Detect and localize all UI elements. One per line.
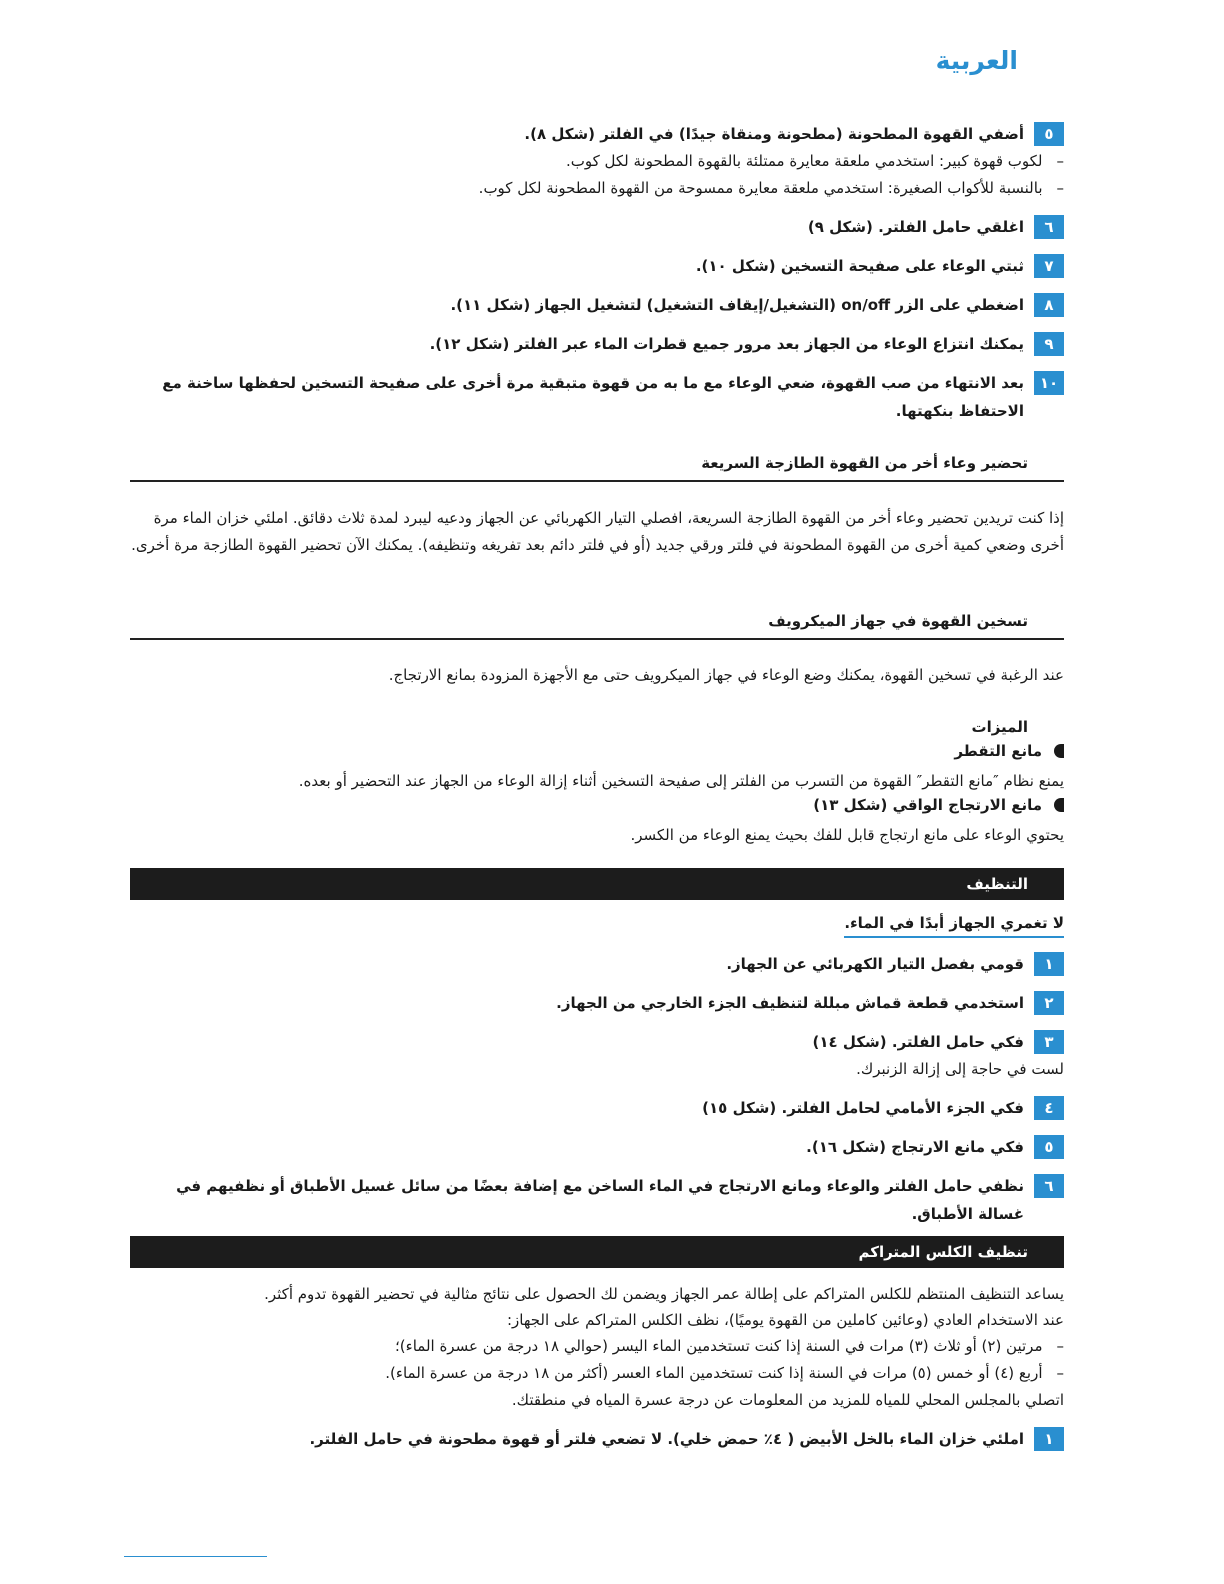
step-number: ١٠ [1034, 371, 1064, 395]
step-text: املئي خزان الماء بالخل الأبيض ( ٤٪ حمض خلي). لا تضعي فلتر أو قهوة مطحونة في حامل الفلتر. [309, 1430, 1024, 1448]
step-5 [130, 122, 1064, 148]
step-10 [130, 371, 1064, 425]
bullet-icon [1054, 798, 1064, 812]
descaling-step-1 [130, 1427, 1064, 1453]
step-number: ١ [1034, 1427, 1064, 1451]
step-number: ٨ [1034, 293, 1064, 317]
feature-title: مانع التقطر [954, 742, 1042, 760]
step-number: ٣ [1034, 1030, 1064, 1054]
section-heading-fresh: تحضير وعاء أخر من القهوة الطازجة السريعة [130, 454, 1064, 482]
step-number: ٥ [1034, 1135, 1064, 1159]
step-text: استخدمي قطعة قماش مبللة لتنظيف الجزء الخارجي من الجهاز. [556, 994, 1024, 1012]
step-text: فكي حامل الفلتر. (شكل ١٤) [812, 1033, 1024, 1051]
fresh-body: إذا كنت تريدين تحضير وعاء أخر من القهوة الطازجة السريعة، افصلي التيار الكهربائي عن الجهاز ودعيه ليبرد لمدة ثلاث دقائق. املئي خزان الماء مرة أخرى وضعي كمية أخرى من القهوة المطحونة في فلتر ورقي جديد (أو في فلتر دائم بعد تفريغه وتنظيفه). يمكنك الآن تحضير القهوة الطازجة مرة أخرى. [131, 509, 1064, 554]
step-number: ٩ [1034, 332, 1064, 356]
cleaning-step-2 [130, 991, 1064, 1017]
step-text: قومي بفصل التيار الكهربائي عن الجهاز. [726, 955, 1024, 973]
microwave-body: عند الرغبة في تسخين القهوة، يمكنك وضع الوعاء في جهاز الميكرويف حتى مع الأجهزة المزودة بمانع الارتجاج. [388, 666, 1064, 684]
bullet-icon [1054, 744, 1064, 758]
step-text: اغلقي حامل الفلتر. (شكل ٩) [807, 218, 1024, 236]
features-heading: الميزات [971, 718, 1028, 736]
language-title: العربية [935, 46, 1018, 75]
descaling-note: اتصلي بالمجلس المحلي للمياه للمزيد من المعلومات عن درجة عسرة المياه في منطقتك. [511, 1391, 1064, 1409]
footer-divider [124, 1556, 267, 1557]
list-item: – مرتين (٢) أو ثلاث (٣) مرات في السنة إذا كنت تستخدمين الماء اليسر (حوالي ١٨ درجة من عسرة الماء)؛ [130, 1333, 1064, 1360]
list-item: – أربع (٤) أو خمس (٥) مرات في السنة إذا كنت تستخدمين الماء العسر (أكثر من ١٨ درجة من عسرة الماء). [130, 1360, 1064, 1387]
step-number: ٦ [1034, 215, 1064, 239]
step-text: أضفي القهوة المطحونة (مطحونة ومنقاة جيدًا) في الفلتر (شكل ٨). [524, 125, 1024, 143]
step-text: فكي مانع الارتجاج (شكل ١٦). [806, 1138, 1024, 1156]
step-9 [130, 332, 1064, 358]
step-text: يمكنك انتزاع الوعاء من الجهاز بعد مرور جميع قطرات الماء عبر الفلتر (شكل ١٢). [429, 335, 1024, 353]
step-text: اضغطي على الزر on/off (التشغيل/إيقاف التشغيل) لتشغيل الجهاز (شكل ١١). [450, 296, 1024, 314]
step-8 [130, 293, 1064, 319]
cleaning-step-6 [130, 1174, 1064, 1228]
cleaning-step-3 [130, 1030, 1064, 1056]
step-5-notes [130, 148, 1064, 202]
step-number: ٤ [1034, 1096, 1064, 1120]
feature-title: مانع الارتجاج الواقي (شكل ١٣) [813, 796, 1042, 814]
section-heading-microwave: تسخين القهوة في جهاز الميكرويف [130, 612, 1064, 640]
step-number: ٦ [1034, 1174, 1064, 1198]
list-item: – لكوب قهوة كبير: استخدمي ملعقة معايرة ممتلئة بالقهوة المطحونة لكل كوب. [130, 148, 1064, 175]
step-number: ١ [1034, 952, 1064, 976]
step-text: نظفي حامل الفلتر والوعاء ومانع الارتجاج في الماء الساخن مع إضافة بعضًا من سائل غسيل الأطباق أو نظفيهم في غسالة الأطباق. [176, 1177, 1024, 1223]
feature-desc: يمنع نظام ″مانع التقطر″ القهوة من التسرب من الفلتر إلى صفيحة التسخين أثناء إزالة الوعاء من الجهاز عند التحضير أو بعده. [298, 772, 1064, 790]
cleaning-step-1 [130, 952, 1064, 978]
list-item: – بالنسبة للأكواب الصغيرة: استخدمي ملعقة معايرة ممسوحة من القهوة المطحونة لكل كوب. [130, 175, 1064, 202]
section-heading-descaling: تنظيف الكلس المتراكم [130, 1236, 1064, 1268]
step-number: ٧ [1034, 254, 1064, 278]
step-text: بعد الانتهاء من صب القهوة، ضعي الوعاء مع ما به من قهوة متبقية مرة أخرى على صفيحة التسخين لحفظها ساخنة مع الاحتفاظ بنكهتها. [162, 374, 1024, 420]
step-6 [130, 215, 1064, 241]
cleaning-step-3-note: لست في حاجة إلى إزالة الزنبرك. [856, 1060, 1064, 1078]
cleaning-step-5 [130, 1135, 1064, 1161]
descaling-intro-2: عند الاستخدام العادي (وعائين كاملين من القهوة يوميًا)، نظف الكلس المتراكم على الجهاز: [506, 1311, 1064, 1329]
descaling-bullets [130, 1333, 1064, 1387]
step-number: ٢ [1034, 991, 1064, 1015]
step-text: ثبتي الوعاء على صفيحة التسخين (شكل ١٠). [695, 257, 1024, 275]
step-number: ٥ [1034, 122, 1064, 146]
cleaning-step-4 [130, 1096, 1064, 1122]
feature-shock-protector [130, 796, 1064, 814]
cleaning-warning: لا تغمري الجهاز أبدًا في الماء. [844, 914, 1064, 938]
step-7 [130, 254, 1064, 280]
feature-desc: يحتوي الوعاء على مانع ارتجاج قابل للفك بحيث يمنع الوعاء من الكسر. [630, 826, 1064, 844]
section-heading-cleaning: التنظيف [130, 868, 1064, 900]
feature-drip-stop [130, 742, 1064, 760]
step-text: فكي الجزء الأمامي لحامل الفلتر. (شكل ١٥) [702, 1099, 1024, 1117]
descaling-intro-1: يساعد التنظيف المنتظم للكلس المتراكم على إطالة عمر الجهاز ويضمن لك الحصول على نتائج مثالية في تحضير القهوة تدوم أكثر. [264, 1285, 1064, 1303]
